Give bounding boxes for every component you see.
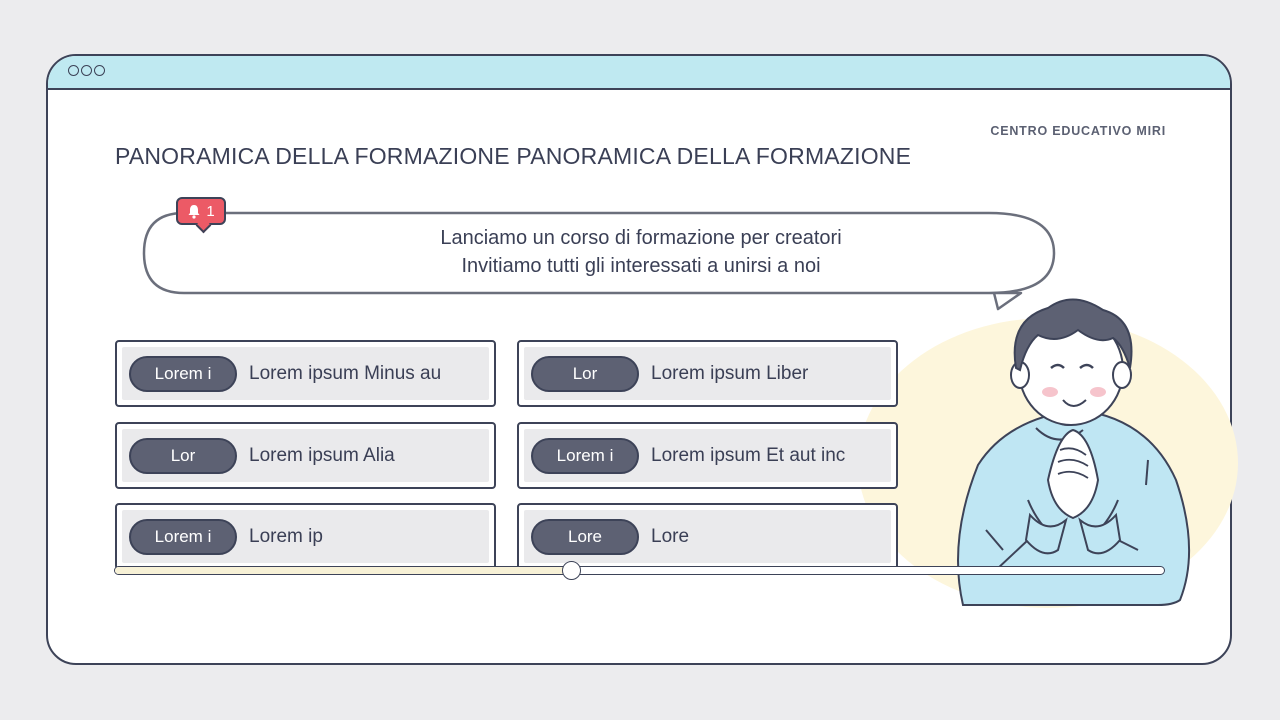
title-bar xyxy=(48,56,1230,90)
bell-icon xyxy=(187,204,201,219)
card-label: Lore xyxy=(651,525,690,547)
bubble-line-1: Lanciamo un corso di formazione per creatori xyxy=(440,227,842,249)
card-tag: Lor xyxy=(531,356,639,392)
notification-badge[interactable] xyxy=(176,197,226,225)
course-card[interactable] xyxy=(517,503,898,570)
window-dot-icon[interactable] xyxy=(94,65,105,76)
course-card[interactable] xyxy=(115,422,496,489)
card-content xyxy=(524,347,891,400)
card-content xyxy=(122,510,489,563)
card-label: Lorem ipsum Liber xyxy=(651,362,809,384)
window-dot-icon[interactable] xyxy=(68,65,79,76)
notification-count: 1 xyxy=(206,202,215,220)
card-label: Lorem ipsum Minus au xyxy=(249,362,442,384)
card-label: Lorem ipsum Et aut inc xyxy=(651,444,846,466)
card-content xyxy=(122,347,489,400)
card-content xyxy=(524,429,891,482)
card-tag: Lore xyxy=(531,519,639,555)
card-content xyxy=(524,510,891,563)
brand-name: CENTRO EDUCATIVO MIRI xyxy=(990,124,1166,138)
bubble-line-2: Invitiamo tutti gli interessati a unirsi a noi xyxy=(461,255,821,277)
card-label: Lorem ipsum Alia xyxy=(249,444,395,466)
card-tag: Lorem i xyxy=(129,356,237,392)
progress-slider[interactable] xyxy=(114,566,1165,575)
card-label: Lorem ip xyxy=(249,525,323,547)
card-tag: Lor xyxy=(129,438,237,474)
course-card[interactable] xyxy=(115,503,496,570)
person-illustration xyxy=(908,250,1208,610)
card-tag: Lorem i xyxy=(129,519,237,555)
course-card[interactable] xyxy=(517,340,898,407)
card-content xyxy=(122,429,489,482)
course-card[interactable] xyxy=(115,340,496,407)
slider-fill xyxy=(115,567,571,574)
course-card[interactable] xyxy=(517,422,898,489)
page-title: PANORAMICA DELLA FORMAZIONE PANORAMICA DELLA FORMAZIONE xyxy=(115,143,912,169)
window-controls xyxy=(68,65,105,76)
card-tag: Lorem i xyxy=(531,438,639,474)
window-dot-icon[interactable] xyxy=(81,65,92,76)
